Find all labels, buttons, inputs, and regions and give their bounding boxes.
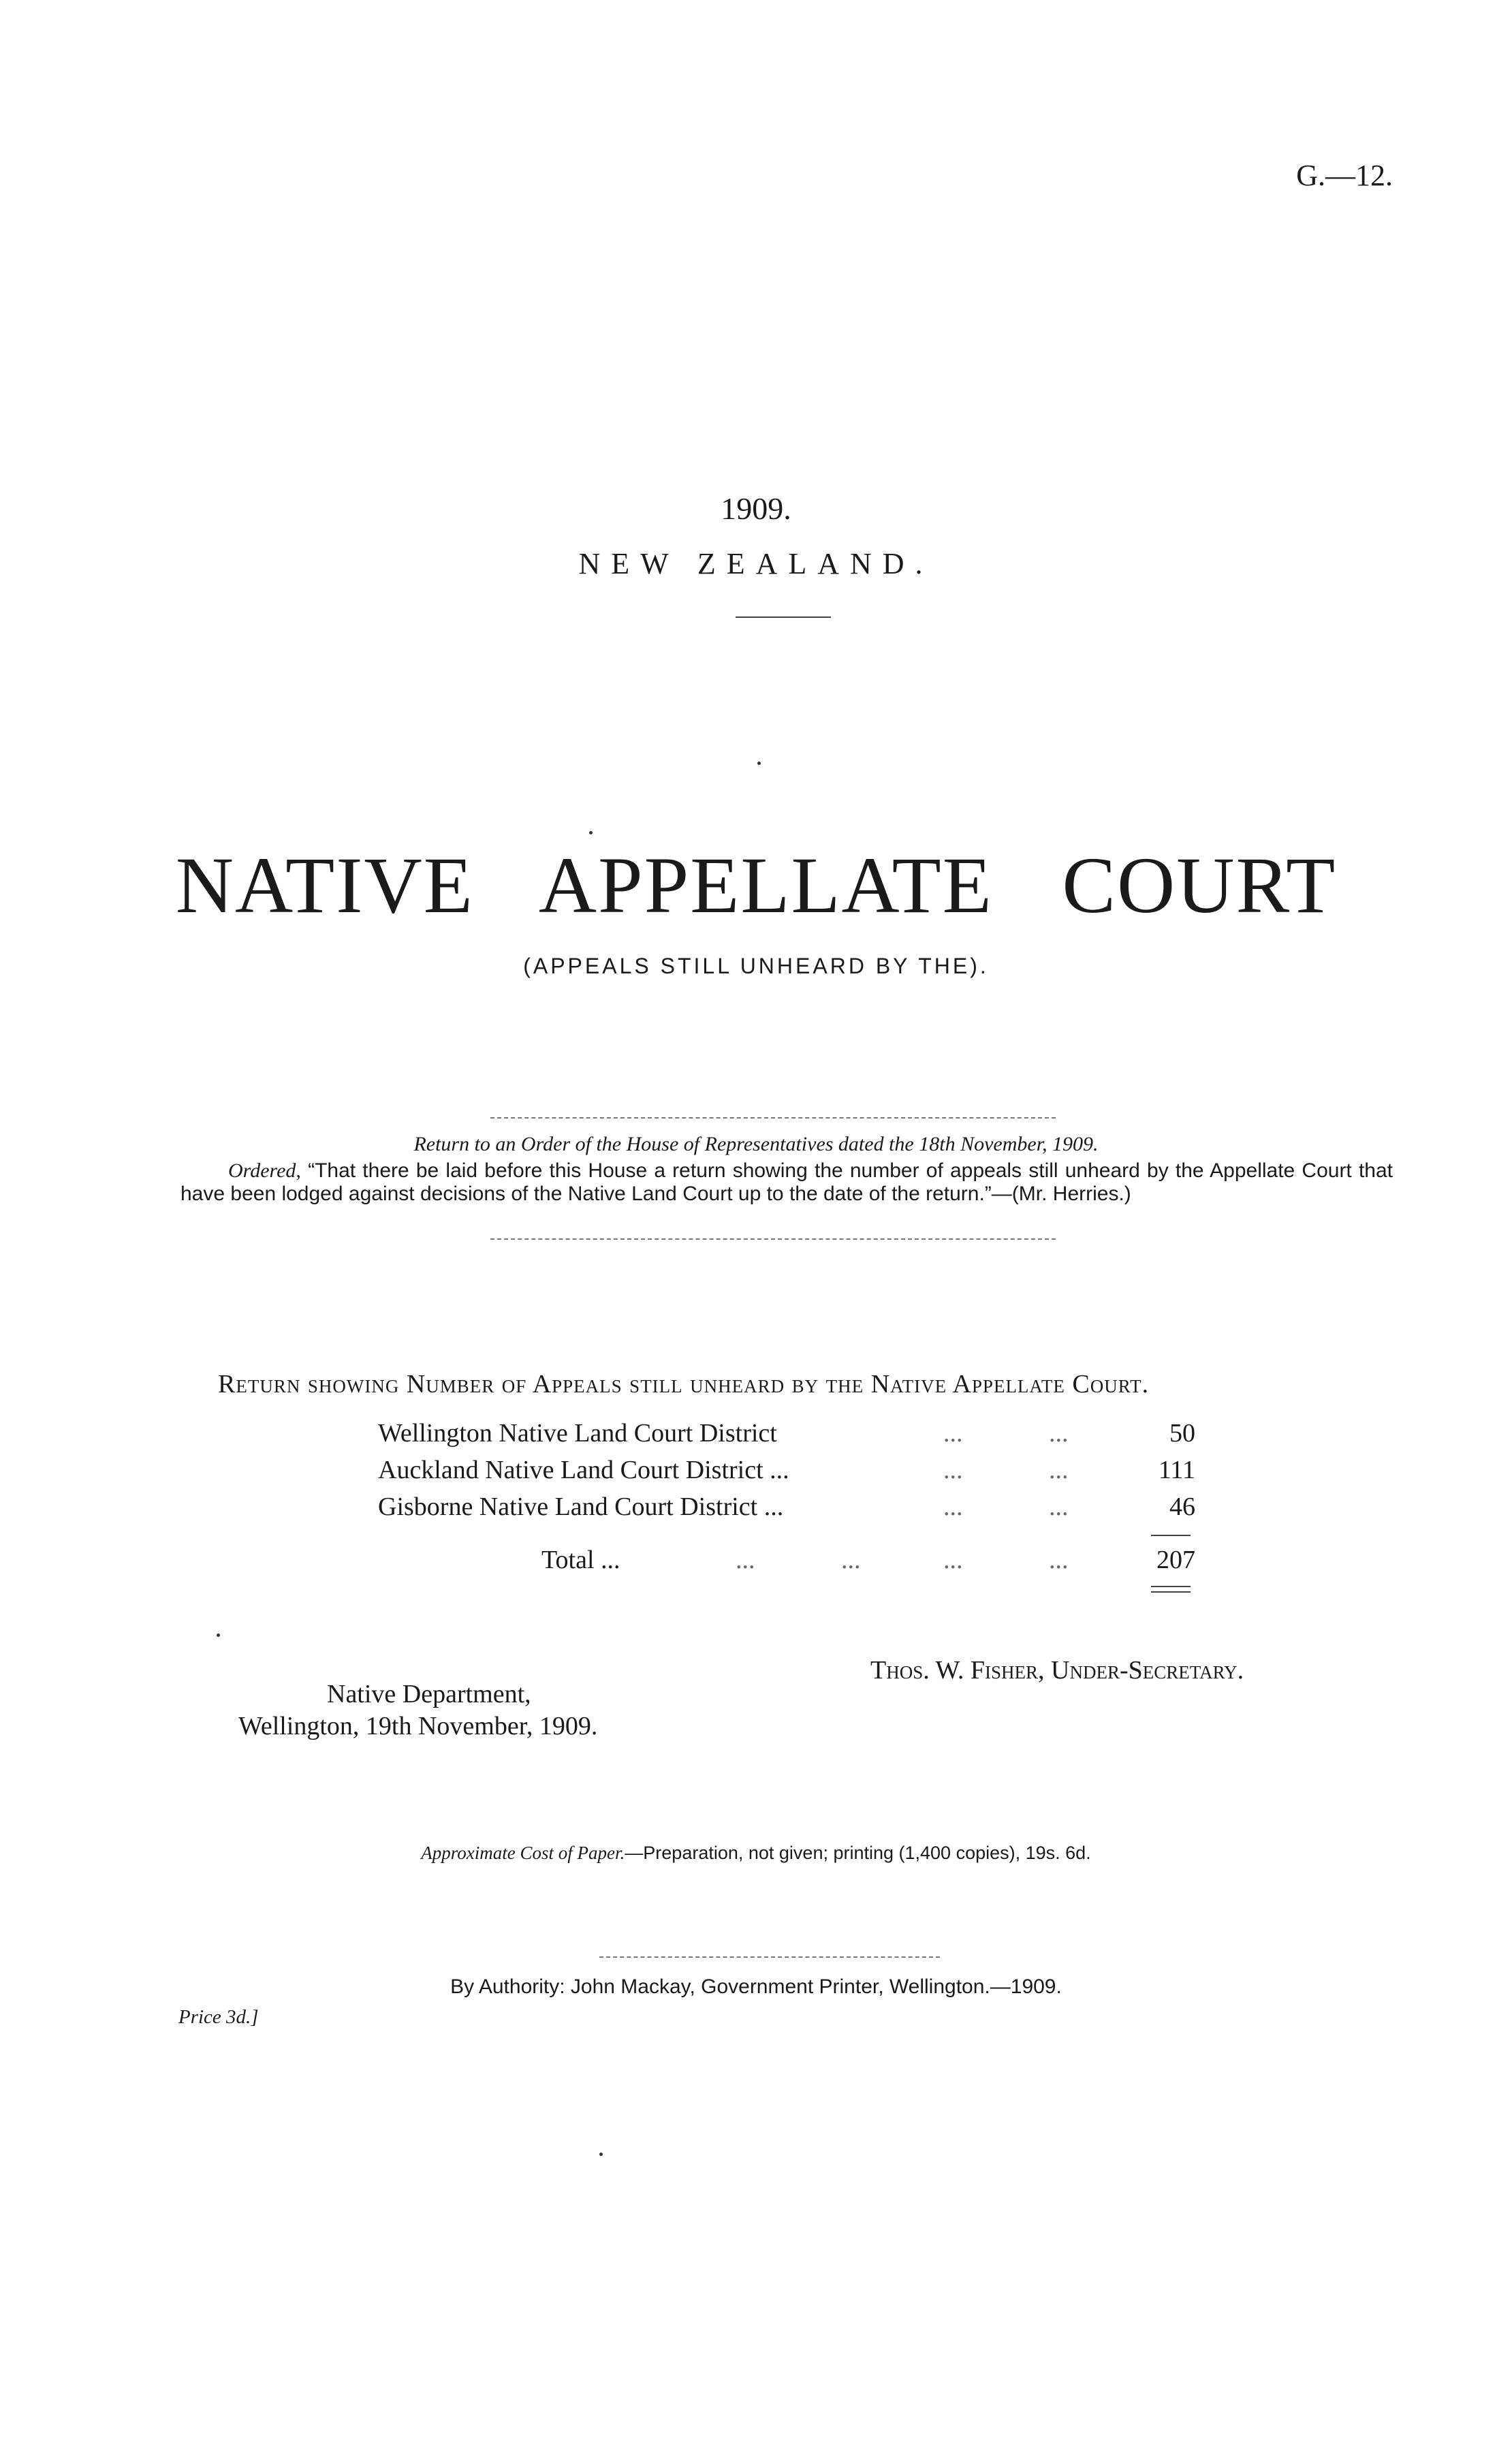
printer-authority: By Authority: John Mackay, Government Printer, Wellington.—1909. bbox=[450, 1975, 1062, 1998]
district-name: Gisborne Native Land Court District ... bbox=[378, 1493, 784, 1521]
order-text: “That there be laid before this House a return showing the number of appeals still unheard by the Appellate Court that have been lodged against decisions of the Native Land Court up to the date of the return.”—(Mr. Herries.) bbox=[180, 1159, 1393, 1205]
page-subtitle: (APPEALS STILL UNHEARD BY THE). bbox=[523, 954, 989, 978]
country-heading: NEW ZEALAND. bbox=[578, 547, 934, 580]
appeal-count: 50 bbox=[1169, 1419, 1195, 1448]
section-divider bbox=[599, 1956, 940, 1958]
total-double-rule bbox=[1151, 1586, 1191, 1587]
leader-dots: ... bbox=[943, 1493, 963, 1521]
signatory: Thos. W. Fisher, Under-Secretary. bbox=[870, 1656, 1244, 1685]
printer-mark bbox=[599, 2153, 603, 2156]
cost-label: Approximate Cost of Paper. bbox=[421, 1843, 625, 1863]
printer-mark bbox=[589, 831, 593, 834]
total-count: 207 bbox=[1156, 1546, 1195, 1574]
leader-dots: ... bbox=[736, 1546, 755, 1574]
department-date: Wellington, 19th November, 1909. bbox=[238, 1712, 598, 1740]
district-name: Auckland Native Land Court District ... bbox=[378, 1456, 789, 1484]
leader-dots: ... bbox=[1049, 1419, 1069, 1448]
price: Price 3d.] bbox=[178, 2006, 259, 2028]
return-order-line: Return to an Order of the House of Representatives dated the 18th November, 1909. bbox=[413, 1133, 1099, 1155]
appeal-count: 46 bbox=[1169, 1493, 1195, 1521]
total-double-rule bbox=[1151, 1591, 1191, 1593]
heading-divider bbox=[736, 616, 831, 618]
total-row bbox=[378, 1545, 1195, 1582]
appeal-count: 111 bbox=[1158, 1456, 1195, 1484]
section-divider bbox=[490, 1238, 1056, 1240]
leader-dots: ... bbox=[1049, 1546, 1069, 1574]
leader-dots: ... bbox=[943, 1419, 963, 1448]
leader-dots: ... bbox=[943, 1456, 963, 1484]
document-reference: G.—12. bbox=[1296, 159, 1393, 192]
order-lead: Ordered, bbox=[228, 1159, 301, 1182]
table-row bbox=[378, 1492, 1195, 1529]
table-row bbox=[378, 1418, 1195, 1455]
page-title: NATIVE APPELLATE COURT bbox=[175, 841, 1337, 930]
table-title: Return showing Number of Appeals still unheard by the Native Appellate Court. bbox=[218, 1370, 1150, 1398]
section-divider bbox=[490, 1117, 1056, 1119]
table-row bbox=[378, 1455, 1195, 1492]
printer-mark bbox=[217, 1634, 220, 1637]
sum-rule bbox=[1151, 1535, 1191, 1536]
printer-mark bbox=[757, 762, 761, 765]
document-year: 1909. bbox=[721, 491, 791, 526]
paper-cost-note bbox=[0, 1843, 1512, 1864]
leader-dots: ... bbox=[1049, 1493, 1069, 1521]
cost-text: —Preparation, not given; printing (1,400 copies), 19s. 6d. bbox=[625, 1843, 1091, 1863]
leader-dots: ... bbox=[943, 1546, 963, 1574]
total-label: Total ... bbox=[541, 1546, 620, 1574]
leader-dots: ... bbox=[841, 1546, 861, 1574]
department-name: Native Department, bbox=[327, 1680, 531, 1708]
district-name: Wellington Native Land Court District bbox=[378, 1419, 777, 1448]
leader-dots: ... bbox=[1049, 1456, 1069, 1484]
order-paragraph bbox=[180, 1159, 1393, 1206]
